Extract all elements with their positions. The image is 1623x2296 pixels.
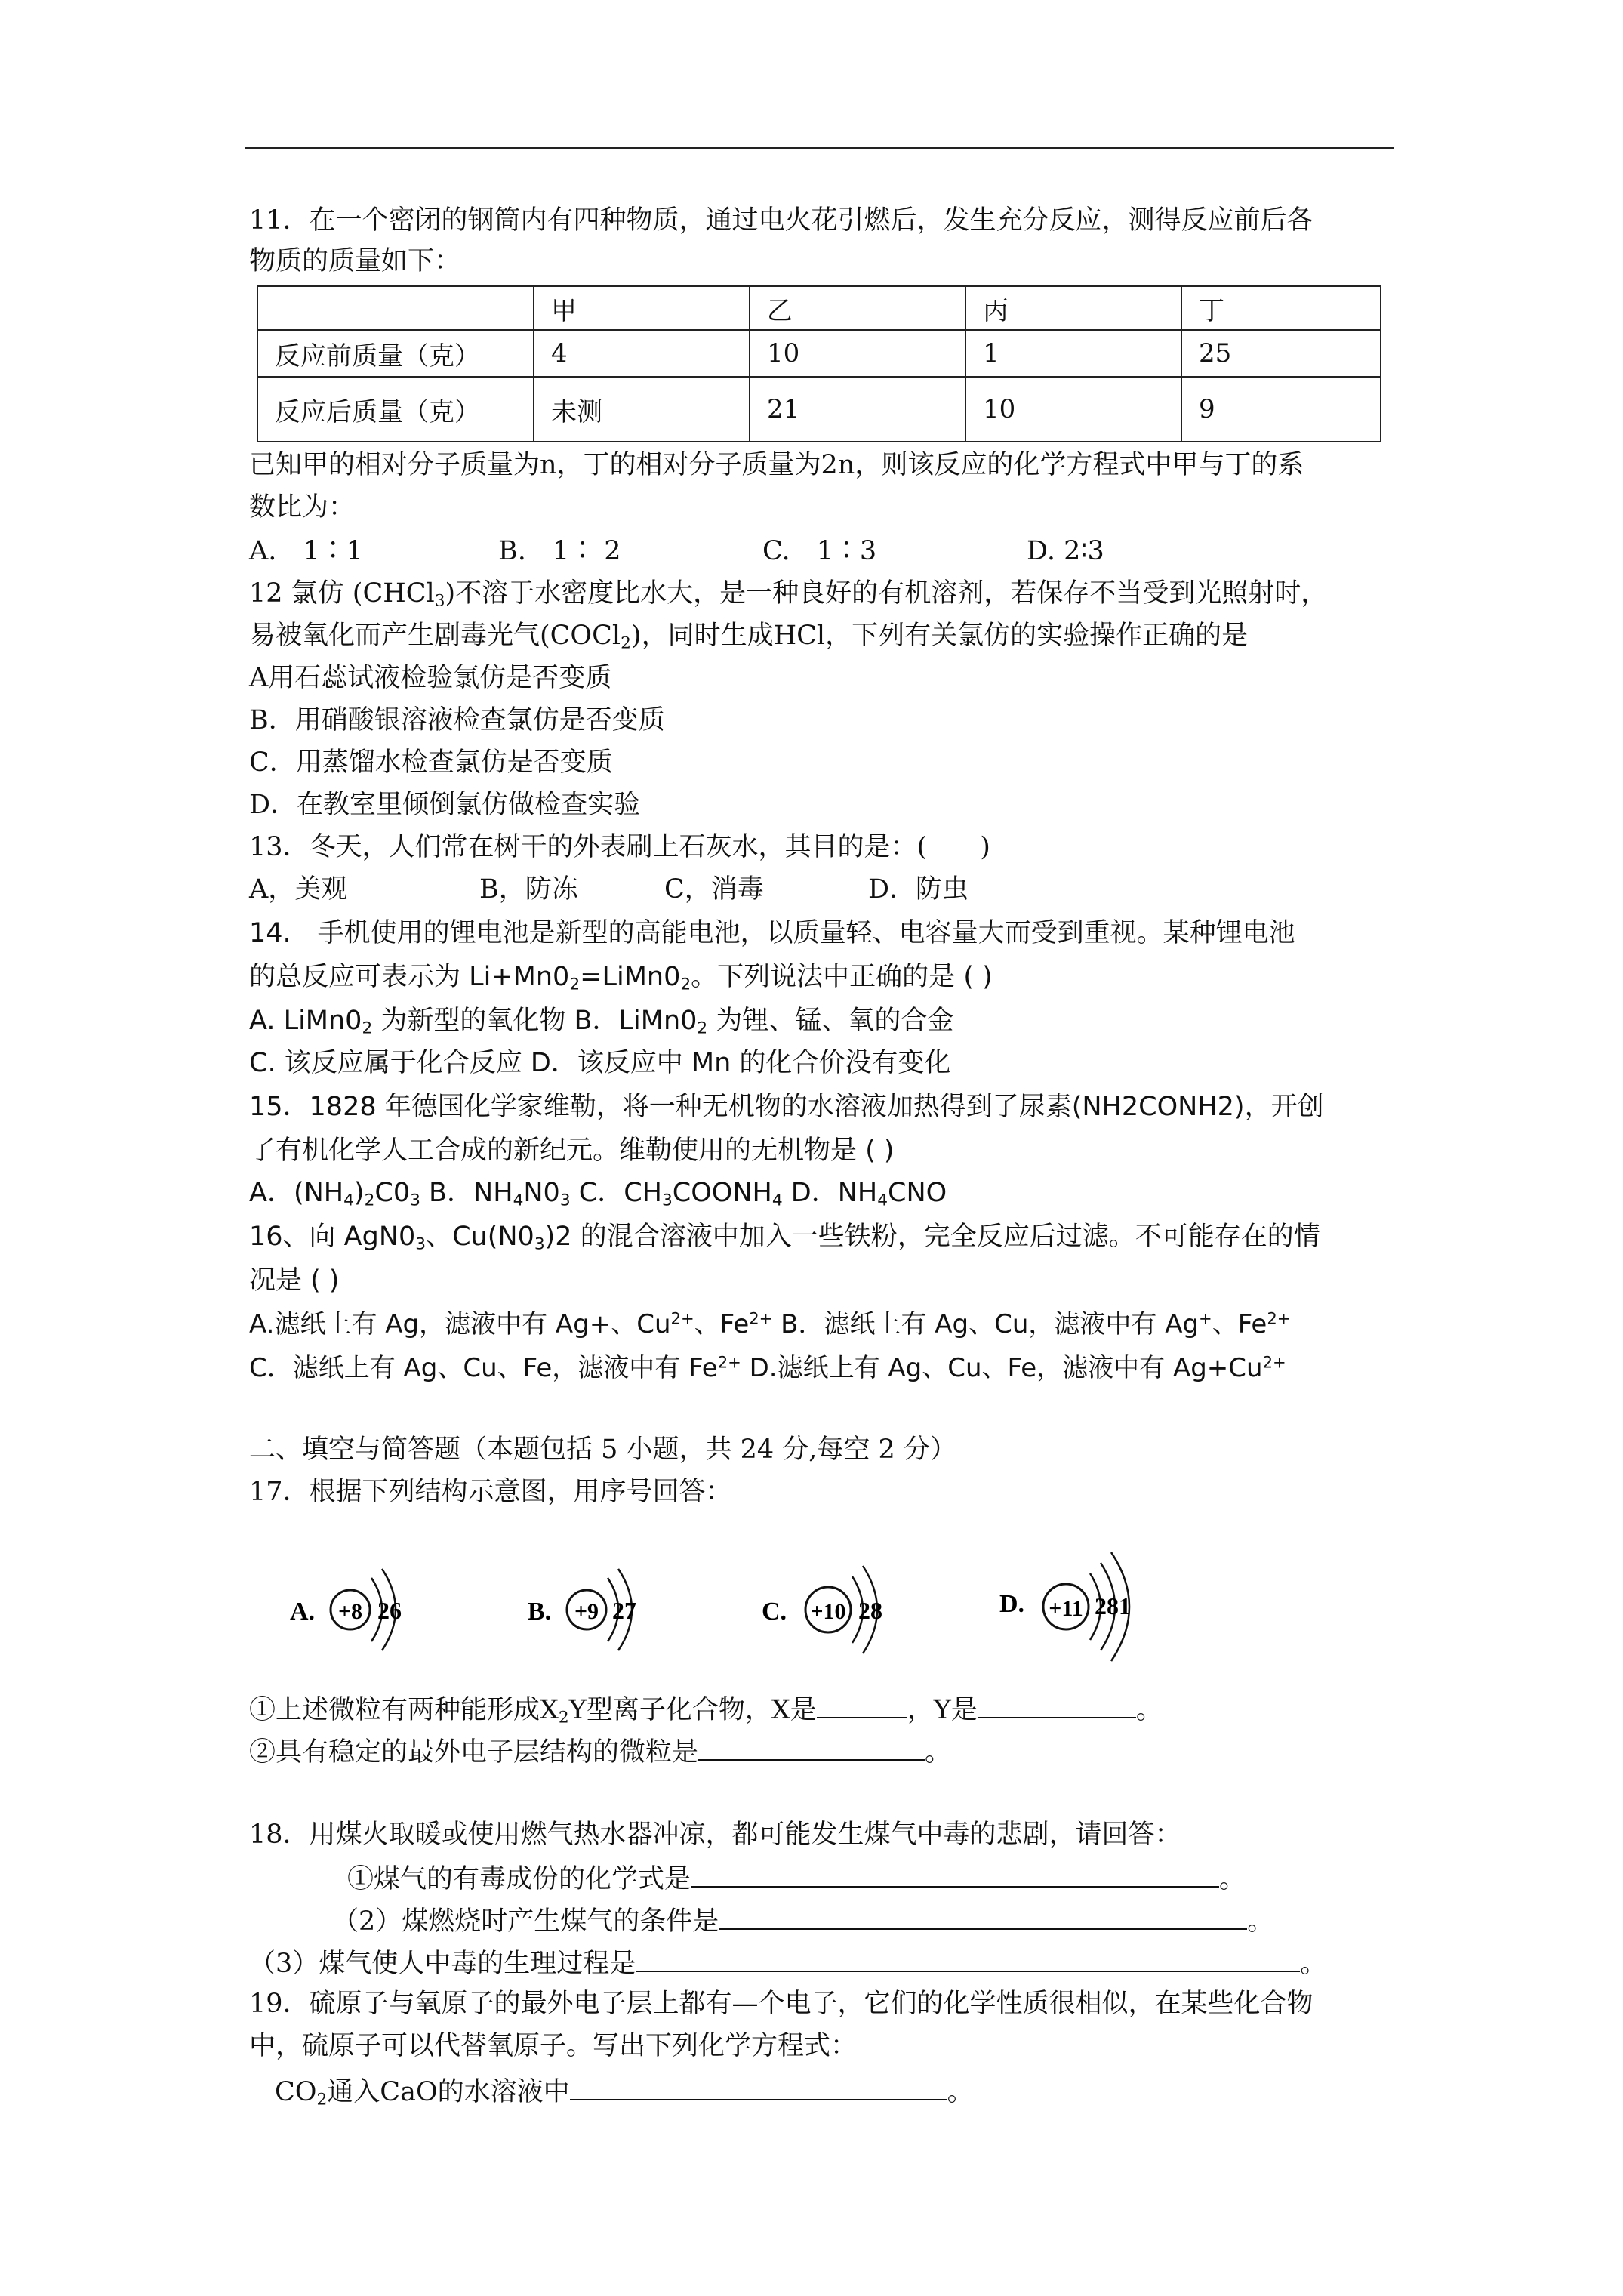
nucleus-charge: +8 bbox=[337, 1599, 363, 1624]
nucleus-charge: +11 bbox=[1049, 1596, 1083, 1621]
q14-options-cd: C. 该反应属于化合反应 D．该反应中 Mn 的化合价没有变化 bbox=[249, 1048, 951, 1078]
atom-structure-diagram bbox=[759, 1540, 917, 1676]
q15-line1: 15．1828 年德国化学家维勒，将一种无机物的水溶液加热得到了尿素(NH2CONH2)，开创 bbox=[249, 1092, 1324, 1122]
nucleus-charge: +10 bbox=[810, 1599, 846, 1624]
q15-options: A．$(NH_4)_2C0_3$ B．$NH_4N0_3$ C．$CH_3COONH_4$ D．$NH_4CNO$ bbox=[249, 1178, 947, 1210]
q14-options-ab: A. $LiMn0_2$ 为新型的氧化物 B．$LiMn0_2$ 为锂、锰、氧的合金 bbox=[249, 1006, 954, 1038]
structure-letter: D. bbox=[999, 1590, 1025, 1618]
q13-option-b: B，防冻 bbox=[479, 874, 578, 905]
header-rule bbox=[245, 147, 1394, 149]
table-cell: 丁 bbox=[1181, 286, 1381, 330]
q11-option-b: B. 1∶ 2 bbox=[498, 536, 621, 566]
q19-line1: 19．硫原子与氧原子的最外电子层上都有—个电子，它们的化学性质很相似，在某些化合物 bbox=[249, 1989, 1313, 2019]
table-cell: 丙 bbox=[965, 286, 1181, 330]
q11-line2: 物质的质量如下： bbox=[249, 246, 461, 276]
q13-option-d: D．防虫 bbox=[868, 874, 969, 905]
answer-blank[interactable] bbox=[719, 1903, 1247, 1930]
nucleus-charge: +9 bbox=[574, 1599, 599, 1624]
table-row bbox=[257, 330, 1381, 377]
mass-table bbox=[257, 285, 1381, 442]
q11-option-d: D. 2∶3 bbox=[1027, 536, 1104, 566]
table-row bbox=[257, 286, 1381, 330]
structure-a bbox=[287, 1540, 438, 1676]
table-cell: 1 bbox=[965, 330, 1181, 377]
q18-sub1: ①煤气的有毒成份的化学式是 。 bbox=[347, 1860, 1246, 1896]
table-cell bbox=[257, 286, 534, 330]
atom-structure-diagram bbox=[525, 1540, 676, 1676]
q11-option-c: C. 1∶3 bbox=[762, 536, 877, 566]
q16-line2: 况是 ( ) bbox=[249, 1265, 340, 1296]
structure-letter: C. bbox=[762, 1598, 787, 1626]
table-cell: 25 bbox=[1181, 330, 1381, 377]
atom-structure-diagram bbox=[996, 1540, 1178, 1676]
q19-line2: 中，硫原子可以代替氧原子。写出下列化学方程式： bbox=[249, 2031, 858, 2061]
table-cell: 10 bbox=[965, 377, 1181, 442]
q14-line1: 14. 手机使用的锂电池是新型的高能电池，以质量轻、电容量大而受到重视。某种锂电池 bbox=[249, 918, 1295, 948]
q17-line1: 17．根据下列结构示意图，用序号回答： bbox=[249, 1477, 732, 1507]
q16-line1: 16、向 $AgN0_3$、$Cu(N0_3)2$ 的混合溶液中加入一些铁粉，完全反应后过滤。不可能存在的情 bbox=[249, 1222, 1320, 1254]
table-cell: 未测 bbox=[534, 377, 750, 442]
q19-sub1: $CO_2$通入CaO的水溶液中 。 bbox=[275, 2073, 974, 2109]
answer-blank[interactable] bbox=[698, 1734, 925, 1761]
q12-option-a: A用石蕊试液检验氯仿是否变质 bbox=[249, 663, 612, 693]
answer-blank[interactable] bbox=[817, 1691, 907, 1718]
answer-blank[interactable] bbox=[691, 1860, 1219, 1888]
q15-line2: 了有机化学人工合成的新纪元。维勒使用的无机物是 ( ) bbox=[249, 1136, 895, 1166]
q17-sub2: ②具有稳定的最外电子层结构的微粒是 。 bbox=[249, 1734, 951, 1769]
structure-b bbox=[525, 1540, 676, 1676]
q17-sub1: ①上述微粒有两种能形成$X_2Y$型离子化合物，X是 ，Y是 。 bbox=[249, 1691, 1163, 1727]
q13-option-a: A，美观 bbox=[249, 874, 348, 905]
answer-blank[interactable] bbox=[570, 2073, 947, 2100]
electron-config: 281 bbox=[1095, 1592, 1131, 1620]
atom-structure-diagram bbox=[287, 1540, 438, 1676]
table-row bbox=[257, 377, 1381, 442]
q12-option-d: D．在教室里倾倒氯仿做检查实验 bbox=[249, 790, 641, 820]
q11-option-a: A. 1∶1 bbox=[249, 536, 363, 566]
table-cell: 21 bbox=[750, 377, 965, 442]
q18-sub3: （3）煤气使人中毒的生理过程是 。 bbox=[249, 1945, 1326, 1980]
answer-blank[interactable] bbox=[978, 1691, 1136, 1718]
electron-config: 26 bbox=[377, 1597, 402, 1624]
q12-option-c: C．用蒸馏水检查氯仿是否变质 bbox=[249, 747, 613, 778]
q13-line1: 13．冬天，人们常在树干的外表刷上石灰水，其目的是：( ) bbox=[249, 832, 990, 862]
q18-sub2: （2）煤燃烧时产生煤气的条件是 。 bbox=[332, 1903, 1273, 1938]
q18-line1: 18．用煤火取暖或使用燃气热水器冲凉，都可能发生煤气中毒的悲剧，请回答： bbox=[249, 1820, 1181, 1850]
structure-letter: A. bbox=[290, 1598, 316, 1626]
q16-options-cd: C．滤纸上有 Ag、Cu、Fe，滤液中有 $Fe^{2+}$ D.滤纸上有 Ag、Cu、Fe，滤液中有 $Ag+Cu^{2+}$ bbox=[249, 1352, 1286, 1383]
electron-config: 27 bbox=[612, 1597, 636, 1624]
q11-line3: 已知甲的相对分子质量为n，丁的相对分子质量为2n，则该反应的化学方程式中甲与丁的系 bbox=[249, 450, 1304, 480]
q13-option-c: C，消毒 bbox=[664, 874, 764, 905]
q12-option-b: B．用硝酸银溶液检查氯仿是否变质 bbox=[249, 705, 665, 735]
q12-line1: 12 氯仿 (CHCl$_3$)不溶于水密度比水大，是一种良好的有机溶剂，若保存不当受到光照射时， bbox=[249, 578, 1328, 611]
section-heading: 二、填空与简答题（本题包括 5 小题，共 24 分,每空 2 分） bbox=[249, 1435, 956, 1465]
answer-blank[interactable] bbox=[636, 1945, 1300, 1972]
table-cell: 反应后质量（克） bbox=[257, 377, 534, 442]
table-cell: 反应前质量（克） bbox=[257, 330, 534, 377]
q14-line2: 的总反应可表示为 $Li+Mn0_2=LiMn0_2$。下列说法中正确的是 ( ) bbox=[249, 962, 993, 994]
table-cell: 9 bbox=[1181, 377, 1381, 442]
table-cell: 4 bbox=[534, 330, 750, 377]
q11-line4: 数比为： bbox=[249, 492, 356, 522]
q11-line1: 11．在一个密闭的钢筒内有四种物质，通过电火花引燃后，发生充分反应，测得反应前后各 bbox=[249, 205, 1313, 236]
table-cell: 10 bbox=[750, 330, 965, 377]
structure-c bbox=[759, 1540, 917, 1676]
q16-options-ab: A.滤纸上有 Ag，滤液中有 Ag+、$Cu^{2+}$、$Fe^{2+}$ B．滤纸上有 Ag、Cu，滤液中有 Ag+、$Fe^{2+}$ bbox=[249, 1308, 1291, 1339]
structure-d bbox=[996, 1540, 1178, 1676]
structure-letter: B. bbox=[528, 1598, 552, 1626]
table-cell: 甲 bbox=[534, 286, 750, 330]
table-cell: 乙 bbox=[750, 286, 965, 330]
electron-config: 28 bbox=[858, 1597, 882, 1624]
q12-line2: 易被氧化而产生剧毒光气(COCl$_2$)，同时生成HCl，下列有关氯仿的实验操作正确的是 bbox=[249, 621, 1249, 653]
